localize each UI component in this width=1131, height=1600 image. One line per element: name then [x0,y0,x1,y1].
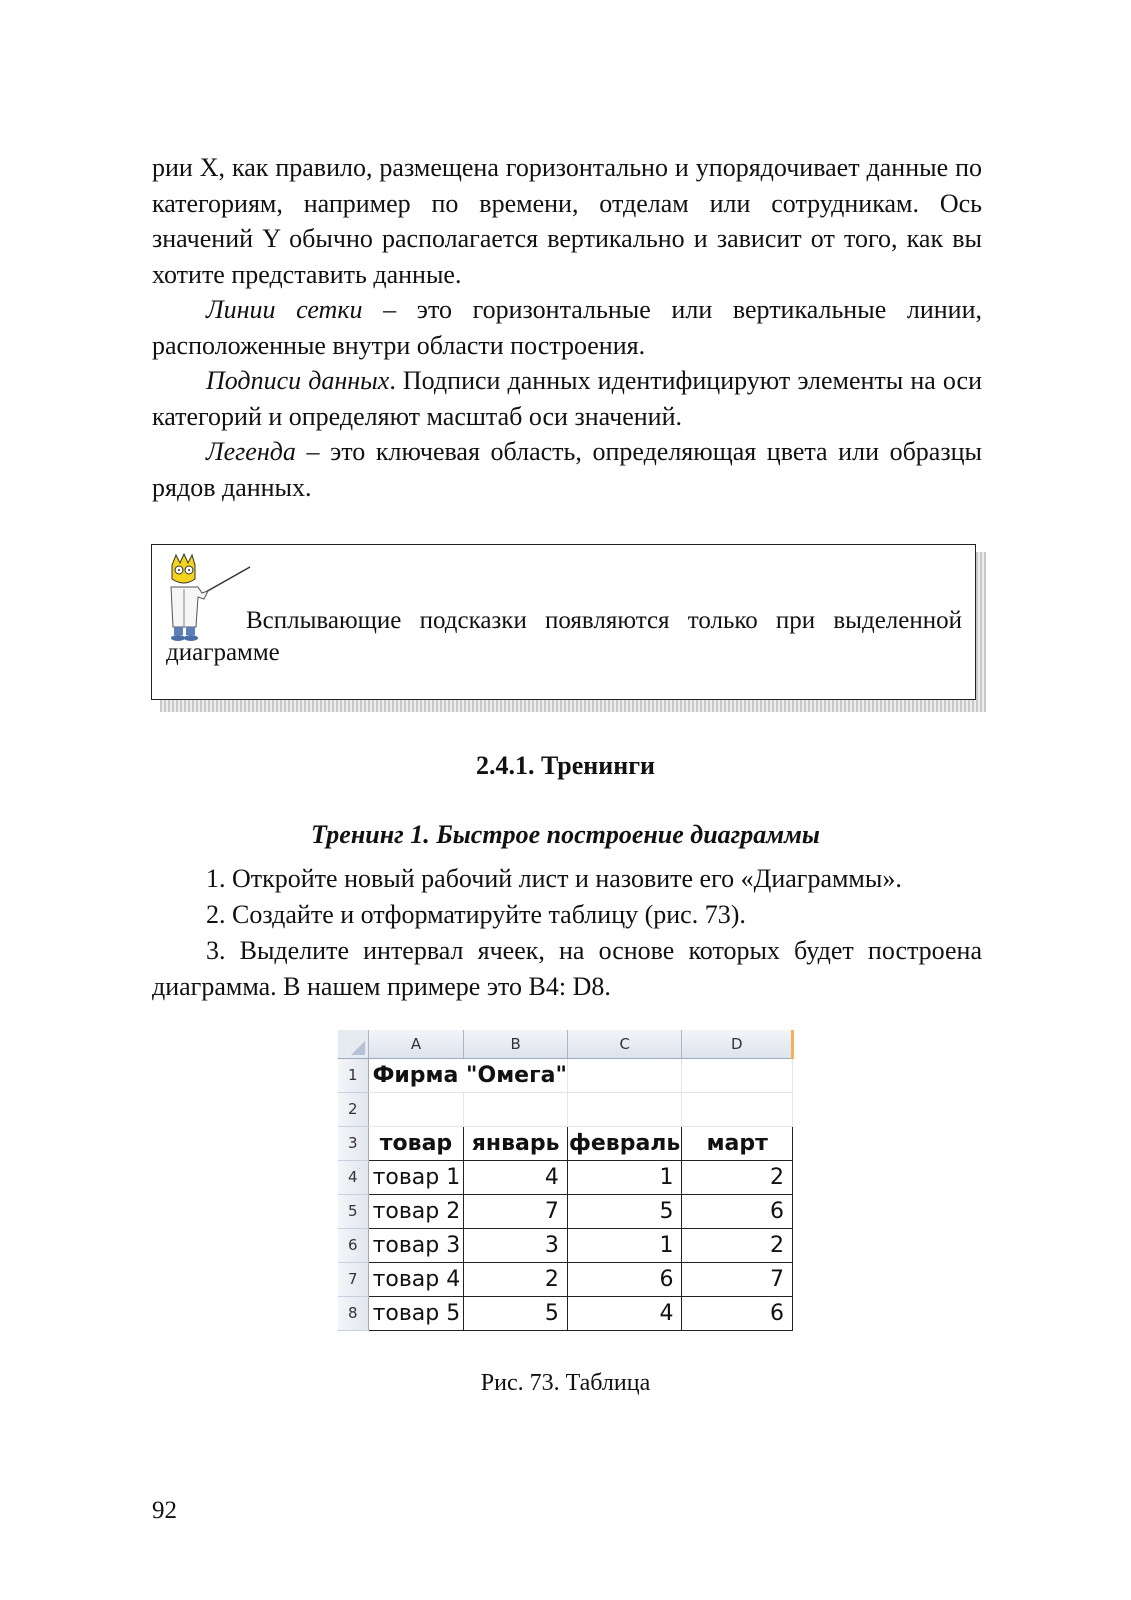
training-title: Тренинг 1. Быстрое построение диаграммы [311,820,820,849]
header-cell-product[interactable]: товар [368,1126,464,1160]
spreadsheet-figure [338,1030,794,1340]
row-header-4[interactable]: 4 [338,1160,368,1194]
figure-caption: Рис. 73. Таблица [480,1370,651,1396]
row-header-1[interactable]: 1 [338,1058,368,1092]
column-header-b[interactable]: B [464,1030,567,1058]
gridlines-text: – это горизонтальные или вертикальные линии, расположенные внутри области построения. [152,295,983,360]
value-cell[interactable]: 2 [464,1262,567,1296]
paragraph-gridlines [152,292,982,363]
data-labels-text: . Подписи данных идентифицируют элементы на оси категорий и определяют масштаб оси значений. [152,366,982,431]
value-cell[interactable]: 5 [567,1194,682,1228]
cell-b2[interactable] [464,1092,567,1126]
row-header-2[interactable]: 2 [338,1092,368,1126]
section-title: 2.4.1. Тренинги [475,751,656,780]
value-cell[interactable]: 6 [682,1296,793,1330]
table-row [338,1228,793,1262]
sheet-header-row [338,1126,793,1160]
column-header-d[interactable]: D [682,1030,793,1058]
table-row [338,1194,793,1228]
paragraph-axis-description [152,150,982,292]
value-cell[interactable]: 7 [682,1262,793,1296]
header-cell-march[interactable]: март [682,1126,793,1160]
header-cell-february[interactable]: февраль [567,1126,682,1160]
select-all-corner[interactable] [338,1030,368,1058]
column-header-a[interactable]: A [368,1030,464,1058]
value-cell[interactable]: 6 [567,1262,682,1296]
cell-c2[interactable] [567,1092,682,1126]
page-number: 92 [152,1497,177,1524]
table-row [338,1296,793,1330]
column-header-row [338,1030,793,1058]
step-1: 1. Откройте новый рабочий лист и назовите его «Диаграммы». [206,864,902,893]
value-cell[interactable]: 6 [682,1194,793,1228]
term-gridlines: Линии сетки [206,295,363,324]
legend-text: – это ключевая область, определяющая цвета или образцы рядов данных. [152,437,982,502]
row-header-7[interactable]: 7 [338,1262,368,1296]
product-cell[interactable]: товар 1 [368,1160,464,1194]
cell-a2[interactable] [368,1092,464,1126]
cell-d2[interactable] [682,1092,793,1126]
note-first-word: Всплывающие [246,607,402,634]
step-2: 2. Создайте и отформатируйте таблицу (рис. 73). [206,900,746,929]
tip-note-box [151,544,976,700]
column-header-c[interactable]: C [567,1030,682,1058]
value-cell[interactable]: 7 [464,1194,567,1228]
row-header-5[interactable]: 5 [338,1194,368,1228]
step-3: 3. Выделите интервал ячеек, на основе которых будет построена диаграмма. В нашем примере это B4: D8. [152,936,982,1001]
paragraph-data-labels [152,363,982,434]
spreadsheet-grid [338,1030,794,1331]
value-cell[interactable]: 1 [567,1228,682,1262]
product-cell[interactable]: товар 2 [368,1194,464,1228]
header-cell-january[interactable]: январь [464,1126,567,1160]
sheet-row-1 [338,1058,793,1092]
product-cell[interactable]: товар 4 [368,1262,464,1296]
cell-a1-title[interactable]: Фирма "Омега" [368,1058,567,1092]
product-cell[interactable]: товар 5 [368,1296,464,1330]
value-cell[interactable]: 2 [682,1228,793,1262]
value-cell[interactable]: 5 [464,1296,567,1330]
cell-d1[interactable] [682,1058,793,1092]
value-cell[interactable]: 2 [682,1160,793,1194]
table-row [338,1160,793,1194]
term-legend: Легенда [206,437,296,466]
sheet-row-2 [338,1092,793,1126]
note-rest: подсказки появляются только при выделенной диаграмме [166,607,962,666]
row-header-6[interactable]: 6 [338,1228,368,1262]
value-cell[interactable]: 3 [464,1228,567,1262]
product-cell[interactable]: товар 3 [368,1228,464,1262]
value-cell[interactable]: 4 [464,1160,567,1194]
note-text [166,605,962,669]
row-header-8[interactable]: 8 [338,1296,368,1330]
value-cell[interactable]: 4 [567,1296,682,1330]
paragraph-legend [152,434,982,505]
row-header-3[interactable]: 3 [338,1126,368,1160]
table-row [338,1262,793,1296]
cell-c1[interactable] [567,1058,682,1092]
paragraph-axis-text: рии X, как правило, размещена горизонтально и упорядочивает данные по категориям, например по времени, отделам или сотрудникам. Ось значений Y обычно располагается вертикально и зависит от того, как вы хотите представить данные. [152,153,982,289]
term-data-labels: Подписи данных [206,366,390,395]
value-cell[interactable]: 1 [567,1160,682,1194]
